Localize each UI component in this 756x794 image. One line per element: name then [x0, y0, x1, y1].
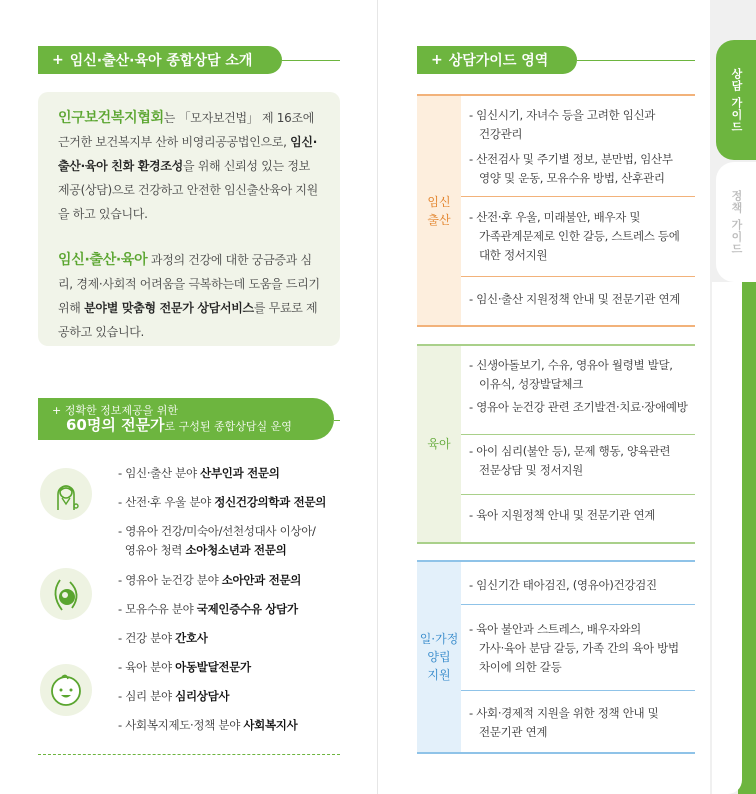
item-divider: [461, 690, 695, 691]
category-border: [461, 94, 695, 96]
guide-item-line: - 신생아돌보기, 수유, 영유아 월령별 발달,: [469, 358, 673, 372]
tab-counsel-guide-label: 상담 가이드: [730, 67, 743, 133]
guide-item: [461, 398, 695, 417]
guide-item: [461, 506, 695, 525]
dashed-divider: [38, 754, 340, 755]
guide-item-line: - 산전검사 및 주기별 정보, 분만법, 임산부: [469, 152, 673, 166]
guide-item-line: 전문기관 연계: [479, 725, 548, 739]
section-title-line: [282, 60, 340, 61]
experts-title-big: 60명의 전문가: [66, 416, 165, 434]
category-label: 일·가정 양립 지원: [419, 632, 459, 682]
baby-face-icon: [40, 664, 92, 716]
experts-title-rest: 로 구성된 종합상담실 운영: [164, 420, 292, 433]
guide-item-line: 건강관리: [479, 127, 523, 141]
guide-item-line: - 아이 심리(불안 등), 문제 행동, 양육관련: [469, 444, 671, 458]
guide-item: [461, 576, 695, 595]
intro-text-segment: 를 무료로 제공하고 있습니다.: [58, 301, 318, 339]
guide-item-line: 전문상담 및 정서지원: [479, 463, 583, 477]
category-border: [461, 325, 695, 327]
guide-item: [461, 290, 695, 309]
section-title-intro-text: 임신·출산·육아 종합상담 소개: [69, 53, 253, 69]
intro-paragraph-1: [58, 106, 320, 226]
doctor-icon: [40, 468, 92, 520]
guide-item-line: - 임신기간 태아검진, (영유아)건강검진: [469, 578, 657, 592]
item-divider: [461, 604, 695, 605]
section-title-experts: + 정확한 정보제공을 위한 60명의 전문가로 구성된 종합상담실 운영: [38, 398, 334, 440]
intro-text-segment: 는 「모자보건법」 제 16조에 근거한 보건복지부 산하 비영리공공법인으로,: [58, 111, 315, 149]
intro-text-segment: 인구보건복지협회: [58, 110, 164, 126]
guide-item-line: - 사회·경제적 지원을 위한 정책 안내 및: [469, 706, 659, 720]
item-divider: [461, 276, 695, 277]
intro-text-segment: 임신·출산·육아: [58, 252, 148, 268]
expert-item: - 육아 분야 아동발달전문가: [118, 660, 251, 674]
expert-item: - 영유아 건강/미숙아/선천성대사 이상아/: [118, 524, 316, 538]
tab-policy-guide[interactable]: [716, 162, 756, 282]
guide-item-line: 이유식, 성장발달체크: [479, 377, 583, 391]
guide-item: [461, 704, 695, 742]
guide-item-line: - 임신시기, 자녀수 등을 고려한 임신과: [469, 108, 656, 122]
guide-item-line: - 산전·후 우울, 미래불안, 배우자 및: [469, 210, 641, 224]
expert-item: - 산전·후 우울 분야 정신건강의학과 전문의: [118, 495, 327, 509]
intro-text-segment: 과정의 건강에 대한 궁금증과 심리, 경제·사회적 어려움을 극복하는데 도움을 드리기 위해: [58, 253, 320, 315]
guide-item: [461, 208, 695, 265]
expert-item: - 심리 분야 심리상담사: [118, 689, 230, 703]
tab-policy-guide-label: 정책 가이드: [730, 189, 743, 255]
guide-item-line: - 육아 지원정책 안내 및 전문기관 연계: [469, 508, 656, 522]
category-label: 육아: [427, 437, 451, 451]
guide-item-line: - 임신·출산 지원정책 안내 및 전문기관 연계: [469, 292, 681, 306]
guide-item-line: 가사·육아 분담 갈등, 가족 간의 육아 방법: [479, 641, 679, 655]
experts-title-line1: 정확한 정보제공을 위한: [64, 404, 178, 417]
category-border: [461, 560, 695, 562]
category-cell: [417, 94, 461, 327]
section-title-guide: + 상담가이드 영역: [417, 46, 577, 74]
guide-item-line: - 영유아 눈건강 관련 조기발견·치료·장애예방: [469, 400, 688, 414]
pregnancy-icon: [40, 568, 92, 620]
expert-item: 영유아 청력 소아청소년과 전문의: [118, 543, 287, 557]
guide-item: [461, 106, 695, 144]
intro-text-segment: 을 위해 신뢰성 있는 정보제공(상담)으로 건강하고 안전한 임신출산육아 지원을 하고 있습니다.: [58, 159, 318, 221]
guide-item-line: 대한 정서지원: [479, 248, 548, 262]
item-divider: [461, 494, 695, 495]
tab-counsel-guide[interactable]: [716, 40, 756, 160]
expert-item: - 모유수유 분야 국제인증수유 상담가: [118, 602, 298, 616]
guide-item: [461, 442, 695, 480]
section-title-intro: + 임신·출산·육아 종합상담 소개: [38, 46, 282, 74]
guide-item: [461, 150, 695, 188]
expert-item: - 사회복지제도·정책 분야 사회복지사: [118, 718, 298, 732]
category-border: [461, 344, 695, 346]
guide-item: [461, 356, 695, 394]
section-title-line-3: [577, 60, 695, 61]
guide-item: [461, 620, 695, 677]
intro-box: [38, 92, 340, 346]
tab-panel: [712, 282, 742, 794]
item-divider: [461, 196, 695, 197]
expert-item: - 임신·출산 분야 산부인과 전문의: [118, 466, 280, 480]
category-label: 임신 출산: [427, 194, 451, 227]
section-title-line-2: [334, 420, 340, 421]
guide-item-line: - 육아 불안과 스트레스, 배우자와의: [469, 622, 641, 636]
guide-item-line: 차이에 의한 갈등: [479, 660, 562, 674]
category-border: [461, 542, 695, 544]
intro-paragraph-2: [58, 248, 320, 344]
guide-item-line: 가족관계문제로 인한 갈등, 스트레스 등에: [479, 229, 680, 243]
guide-item-line: 영양 및 운동, 모유수유 방법, 산후관리: [479, 171, 665, 185]
expert-item: - 건강 분야 간호사: [118, 631, 208, 645]
category-border: [461, 752, 695, 754]
intro-text-segment: 임신·출산·육아 친화 환경조성: [58, 135, 317, 173]
expert-item: - 영유아 눈건강 분야 소아안과 전문의: [118, 573, 302, 587]
category-cell: [417, 344, 461, 544]
intro-text-segment: 분야별 맞춤형 전문가 상담서비스: [84, 301, 254, 315]
section-title-guide-text: 상담가이드 영역: [448, 53, 549, 69]
category-cell: [417, 560, 461, 754]
item-divider: [461, 434, 695, 435]
